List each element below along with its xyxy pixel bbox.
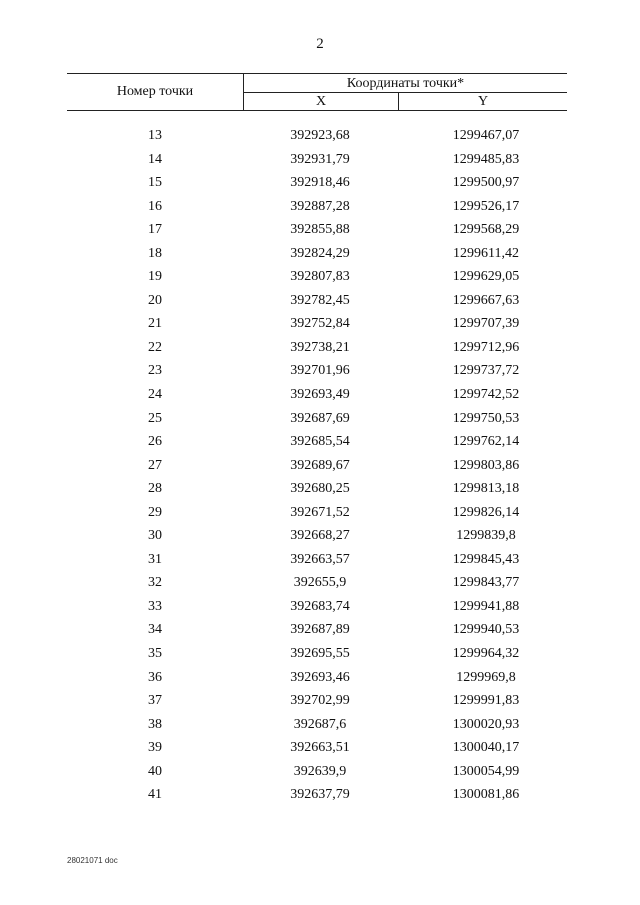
point-number-cell: 26 (148, 434, 162, 450)
point-number-cell: 23 (148, 363, 162, 379)
x-coordinate-cell: 392695,55 (290, 646, 350, 662)
point-number-cell: 16 (148, 198, 162, 214)
x-coordinate-cell: 392689,67 (290, 457, 350, 473)
y-coordinate-cell: 1299737,72 (452, 363, 520, 379)
y-coordinate-cell: 1299526,17 (452, 198, 520, 214)
table-row (0, 550, 640, 574)
point-number-cell: 24 (148, 387, 162, 403)
x-coordinate-cell: 392693,49 (290, 387, 350, 403)
point-number-cell: 29 (148, 504, 162, 520)
y-coordinate-cell: 1299839,8 (456, 528, 516, 544)
table-row (0, 668, 640, 692)
point-number-cell: 34 (148, 622, 162, 638)
point-number-cell: 36 (148, 669, 162, 685)
table-row (0, 291, 640, 315)
point-number-cell: 39 (148, 740, 162, 756)
y-coordinate-cell: 1299750,53 (452, 410, 520, 426)
x-coordinate-cell: 392923,68 (290, 128, 350, 143)
x-coordinate-cell: 392701,96 (290, 363, 350, 379)
table-row (0, 785, 640, 809)
footer-file-name: 28021071 doc (67, 856, 118, 865)
table-row (0, 715, 640, 739)
table-row (0, 691, 640, 715)
y-coordinate-cell: 1299485,83 (452, 151, 520, 167)
y-coordinate-cell: 1299568,29 (452, 222, 520, 238)
table-row (0, 526, 640, 550)
point-number-cell: 19 (148, 269, 162, 285)
table-row (0, 244, 640, 268)
x-coordinate-cell: 392663,51 (290, 740, 350, 756)
x-coordinate-cell: 392668,27 (290, 528, 350, 544)
point-number-cell: 25 (148, 410, 162, 426)
table-row (0, 314, 640, 338)
x-coordinate-cell: 392687,6 (293, 716, 347, 732)
y-coordinate-cell: 1299941,88 (452, 598, 520, 614)
table-row (0, 409, 640, 433)
y-coordinate-cell: 1299964,32 (452, 646, 520, 662)
point-number-cell: 22 (148, 339, 162, 355)
table-row (0, 150, 640, 174)
table-row (0, 503, 640, 527)
table-row (0, 361, 640, 385)
y-coordinate-cell: 1299762,14 (452, 434, 520, 450)
table-row (0, 338, 640, 362)
y-coordinate-cell: 1300040,17 (452, 740, 520, 756)
table-row (0, 620, 640, 644)
point-number-cell: 32 (148, 575, 162, 591)
table-row (0, 126, 640, 150)
y-coordinate-cell: 1299629,05 (452, 269, 520, 285)
x-coordinate-cell: 392752,84 (290, 316, 350, 332)
table-row (0, 479, 640, 503)
x-coordinate-cell: 392639,9 (293, 763, 347, 779)
table-row (0, 644, 640, 668)
header-coordinates: Координаты точки* (346, 76, 465, 91)
x-coordinate-cell: 392687,89 (290, 622, 350, 638)
y-coordinate-cell: 1299742,52 (452, 387, 520, 403)
table-row (0, 597, 640, 621)
point-number-cell: 28 (148, 481, 162, 497)
y-coordinate-cell: 1299843,77 (452, 575, 520, 591)
x-coordinate-cell: 392738,21 (290, 339, 350, 355)
point-number-cell: 17 (148, 222, 162, 238)
table-row (0, 267, 640, 291)
y-coordinate-cell: 1299667,63 (452, 292, 520, 308)
y-coordinate-cell: 1300054,99 (452, 763, 520, 779)
table-row (0, 456, 640, 480)
y-coordinate-cell: 1299500,97 (452, 175, 520, 191)
table-row (0, 762, 640, 786)
point-number-cell: 27 (148, 457, 162, 473)
point-number-cell: 15 (148, 175, 162, 191)
table-row (0, 738, 640, 762)
point-number-cell: 21 (148, 316, 162, 332)
y-coordinate-cell: 1299845,43 (452, 551, 520, 567)
table-row (0, 385, 640, 409)
y-coordinate-cell: 1299467,07 (452, 128, 520, 143)
point-number-cell: 41 (148, 787, 162, 803)
y-coordinate-cell: 1300081,86 (452, 787, 520, 803)
y-coordinate-cell: 1299803,86 (452, 457, 520, 473)
y-coordinate-cell: 1299991,83 (452, 693, 520, 709)
x-coordinate-cell: 392782,45 (290, 292, 350, 308)
table-row (0, 220, 640, 244)
coordinates-table-body (0, 126, 640, 809)
x-coordinate-cell: 392685,54 (290, 434, 350, 450)
y-coordinate-cell: 1299707,39 (452, 316, 520, 332)
y-coordinate-cell: 1299940,53 (452, 622, 520, 638)
x-coordinate-cell: 392671,52 (290, 504, 350, 520)
point-number-cell: 30 (148, 528, 162, 544)
point-number-cell: 40 (148, 763, 162, 779)
x-coordinate-cell: 392931,79 (290, 151, 350, 167)
table-header (67, 73, 567, 111)
x-coordinate-cell: 392824,29 (290, 245, 350, 261)
table-row (0, 173, 640, 197)
x-coordinate-cell: 392702,99 (290, 693, 350, 709)
header-y: Y (477, 94, 489, 109)
point-number-cell: 14 (148, 151, 162, 167)
x-coordinate-cell: 392680,25 (290, 481, 350, 497)
y-coordinate-cell: 1299969,8 (456, 669, 516, 685)
x-coordinate-cell: 392855,88 (290, 222, 350, 238)
point-number-cell: 38 (148, 716, 162, 732)
y-coordinate-cell: 1299611,42 (453, 245, 519, 261)
y-coordinate-cell: 1300020,93 (452, 716, 520, 732)
x-coordinate-cell: 392663,57 (290, 551, 350, 567)
x-coordinate-cell: 392693,46 (290, 669, 350, 685)
table-row (0, 432, 640, 456)
x-coordinate-cell: 392807,83 (290, 269, 350, 285)
table-row (0, 197, 640, 221)
y-coordinate-cell: 1299813,18 (452, 481, 520, 497)
point-number-cell: 13 (148, 128, 162, 143)
header-point-number: Номер точки (116, 84, 194, 99)
point-number-cell: 33 (148, 598, 162, 614)
x-coordinate-cell: 392918,46 (290, 175, 350, 191)
header-x: X (315, 94, 327, 109)
x-coordinate-cell: 392887,28 (290, 198, 350, 214)
x-coordinate-cell: 392637,79 (290, 787, 350, 803)
table-row (0, 573, 640, 597)
point-number-cell: 31 (148, 551, 162, 567)
point-number-cell: 20 (148, 292, 162, 308)
point-number-cell: 18 (148, 245, 162, 261)
point-number-cell: 37 (148, 693, 162, 709)
x-coordinate-cell: 392687,69 (290, 410, 350, 426)
x-coordinate-cell: 392655,9 (293, 575, 347, 591)
y-coordinate-cell: 1299712,96 (452, 339, 520, 355)
point-number-cell: 35 (148, 646, 162, 662)
x-coordinate-cell: 392683,74 (290, 598, 350, 614)
y-coordinate-cell: 1299826,14 (452, 504, 520, 520)
page-number: 2 (316, 36, 324, 52)
